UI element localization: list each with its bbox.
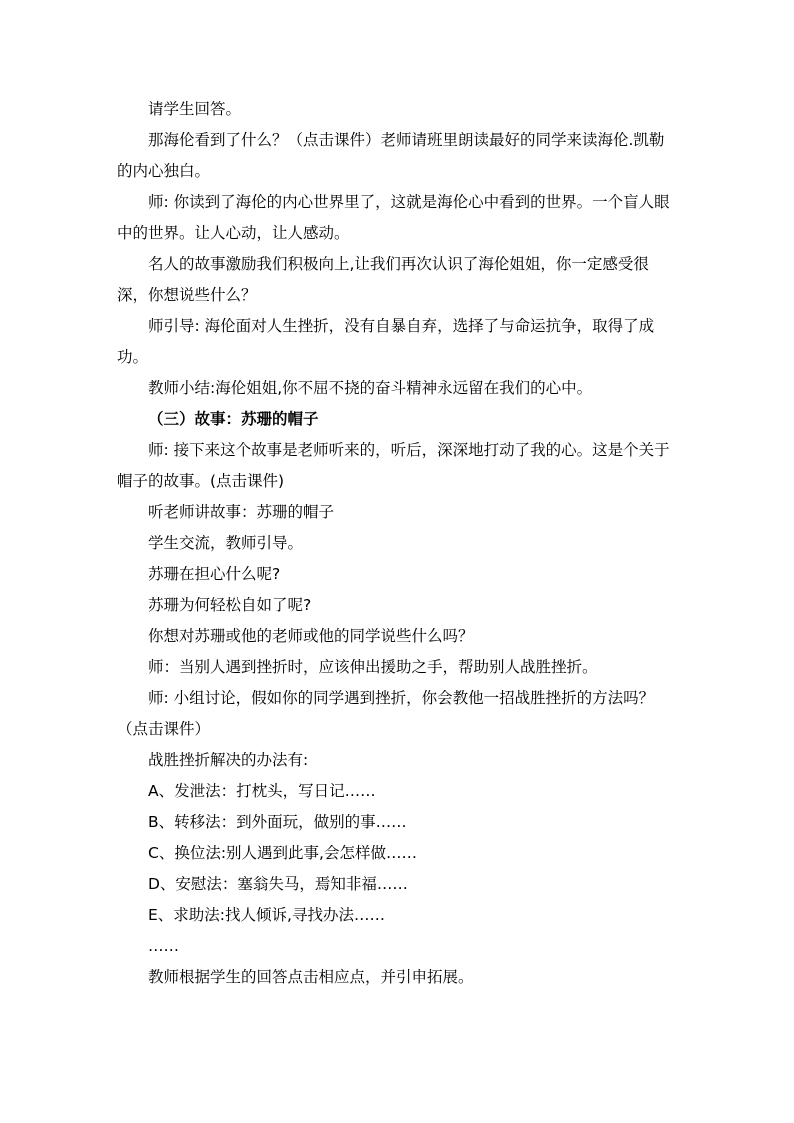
- list-item-method-b: B、转移法：到外面玩，做别的事……: [148, 813, 407, 831]
- list-ellipsis: ……: [148, 937, 179, 955]
- paragraph-teacher-help: 师：当别人遇到挫折时，应该伸出援助之手，帮助别人战胜挫折。: [148, 658, 598, 676]
- paragraph-teacher-extend: 教师根据学生的回答点击相应点，并引申拓展。: [148, 968, 474, 986]
- section-heading-susan-hat: （三）故事：苏珊的帽子: [148, 410, 319, 428]
- document-body: [117, 94, 677, 993]
- paragraph-question-relaxed: 苏珊为何轻松自如了呢?: [148, 596, 312, 614]
- paragraph-next-story: 师: 接下来这个故事是老师听来的，听后，深深地打动了我的心。这是个关于帽子的故事。(点击课件): [117, 441, 670, 490]
- list-item-method-e: E、求助法:找人倾诉,寻找办法……: [148, 906, 385, 924]
- paragraph-teacher-inner-world: 师: 你读到了海伦的内心世界里了，这就是海伦心中看到的世界。一个盲人眼中的世界。让人心动，让人感动。: [117, 193, 670, 242]
- paragraph-celebrity-story: 名人的故事激励我们积极向上,让我们再次认识了海伦姐姐，你一定感受很深，你想说些什么？: [117, 255, 649, 304]
- paragraph-helen-see: 那海伦看到了什么？（点击课件）老师请班里朗读最好的同学来读海伦.凯勒的内心独白。: [117, 131, 665, 180]
- paragraph-student-exchange: 学生交流，教师引导。: [148, 534, 304, 552]
- list-item-method-d: D、安慰法：塞翁失马，焉知非福……: [148, 875, 408, 893]
- list-item-method-a: A、发泄法：打枕头，写日记……: [148, 782, 376, 800]
- paragraph-methods-intro: 战胜挫折解决的办法有:: [148, 751, 309, 769]
- paragraph-group-discussion: 师: 小组讨论，假如你的同学遇到挫折，你会教他一招战胜挫折的方法吗？（点击课件）: [117, 689, 655, 738]
- paragraph-listen-story: 听老师讲故事：苏珊的帽子: [148, 503, 335, 521]
- paragraph-teacher-guide: 师引导: 海伦面对人生挫折，没有自暴自弃，选择了与命运抗争，取得了成功。: [117, 317, 655, 366]
- paragraph-question-worry: 苏珊在担心什么呢?: [148, 565, 281, 583]
- paragraph-request-answer: 请学生回答。: [148, 100, 242, 118]
- paragraph-question-say: 你想对苏珊或他的老师或他的同学说些什么吗？: [148, 627, 474, 645]
- paragraph-teacher-summary: 教师小结:海伦姐姐,你不屈不挠的奋斗精神永远留在我们的心中。: [148, 379, 593, 397]
- list-item-method-c: C、换位法:别人遇到此事,会怎样做……: [148, 844, 417, 862]
